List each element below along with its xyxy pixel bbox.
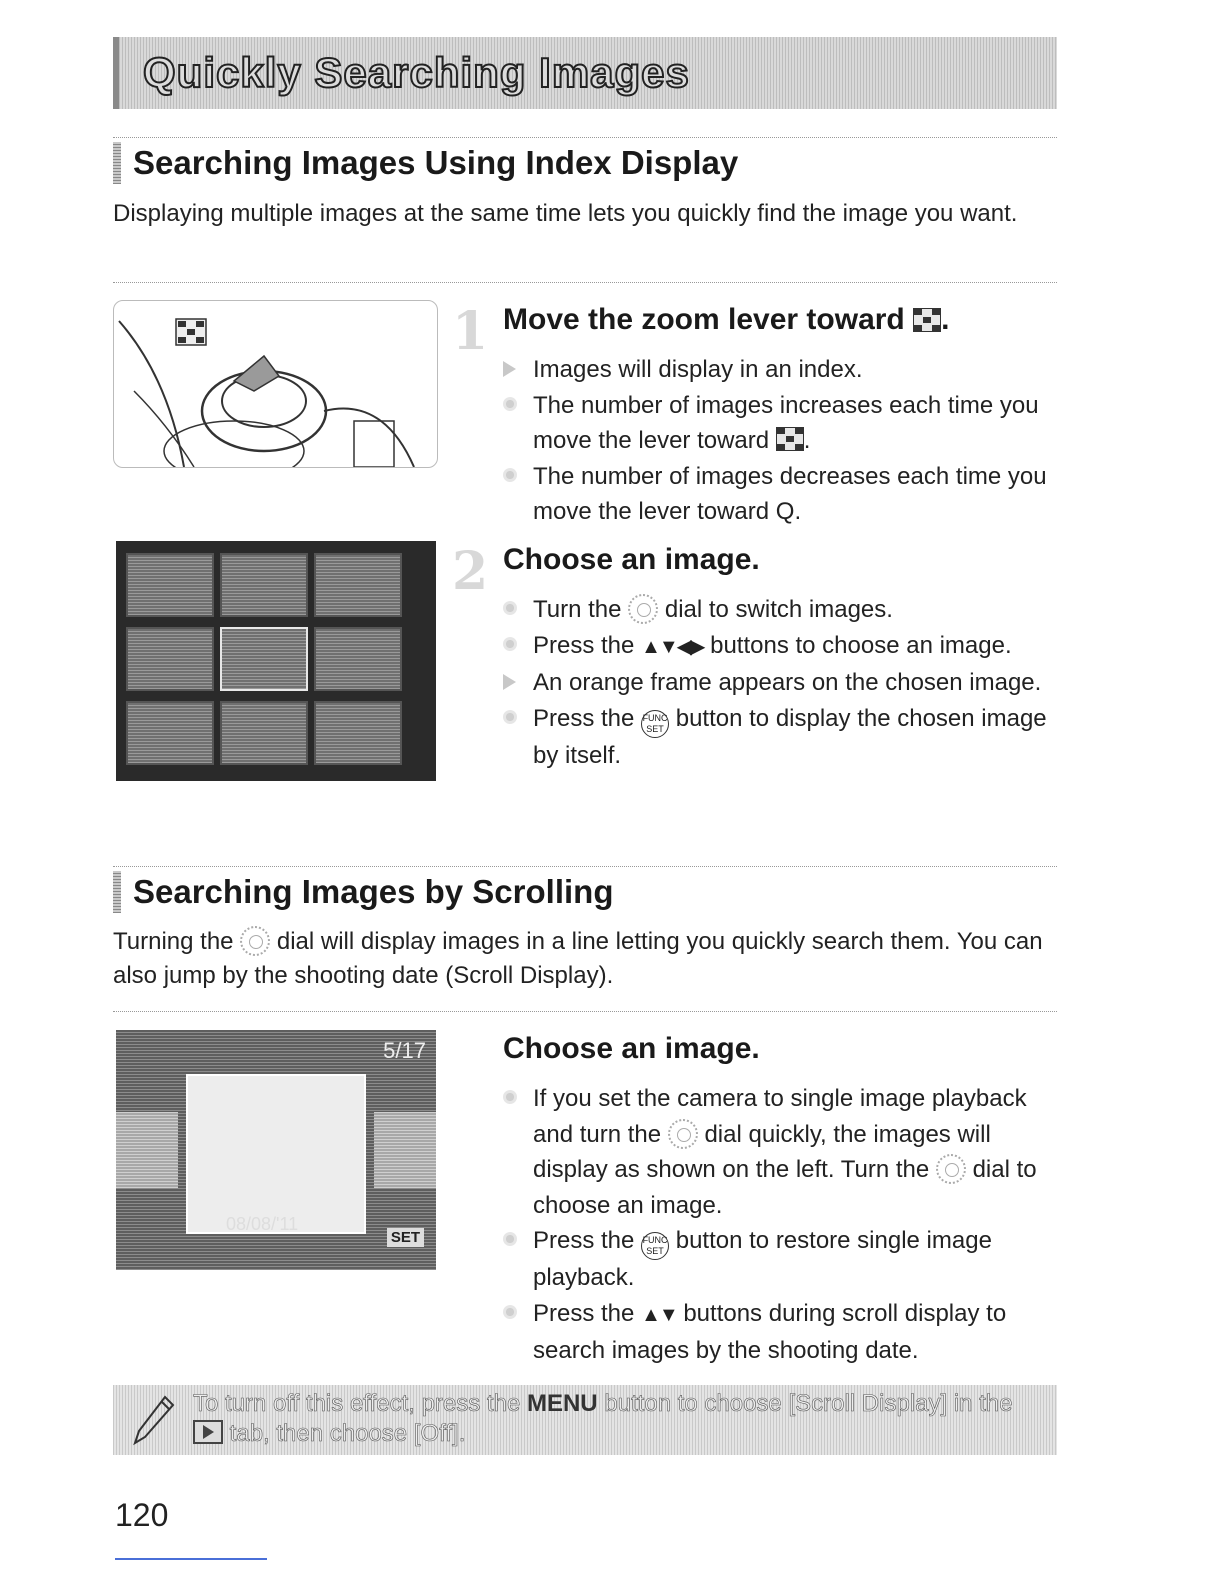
thumbnail [126,627,214,691]
bullet-text: dial to choose an image. [533,1156,1037,1219]
list-item [503,388,1063,459]
bullet-text: dial quickly, the images will display as shown on the left. Turn the [533,1120,991,1183]
tip-note [113,1385,1057,1455]
page-title: Quickly Searching Images [143,49,690,96]
divider [113,282,1057,283]
list-item [503,701,1063,774]
note-text-part: tab, then choose [Off]. [229,1420,466,1447]
playback-tab-icon [193,1420,223,1444]
thumbnail [126,701,214,765]
note-text-part: To turn off this effect, press the [193,1390,521,1417]
scroll-display-screen [116,1030,436,1270]
thumbnail [314,553,402,617]
bullet-dot-icon [503,637,517,651]
func-set-button-icon: FUNC SET [641,1232,669,1260]
list-item [503,352,1063,388]
section-heading-index [113,137,1057,187]
camera-drawing [114,301,437,467]
list-item [503,459,1063,530]
step-number-1: 1 [452,301,489,362]
section-title-index: Searching Images Using Index Display [133,144,739,181]
step1-title-text: Move the zoom lever toward [503,303,905,336]
camera-zoom-lever-illustration [113,300,438,468]
intro-text: Turning the [113,928,234,955]
bullet-dot-icon [503,1232,517,1246]
page-underline [115,1558,267,1560]
index-display-icon [776,427,804,451]
list-item [503,1296,1063,1369]
result-arrow-icon [503,674,516,690]
list-item [503,1223,1063,1296]
magnify-icon: Q [775,498,795,525]
note-text-part: button to choose [Scroll Display] in the [604,1390,1013,1417]
intro-text: dial will display images in a line letting you quickly search them. You can also jump by the shooting date (Scroll Display). [113,928,1043,989]
section-title-scroll: Searching Images by Scrolling [133,873,614,910]
thumbnail [314,627,402,691]
scroll-step-bullets [503,1081,1063,1369]
step1-title [503,303,949,337]
control-dial-icon [668,1119,698,1149]
bullet-text: dial to switch images. [664,596,893,623]
control-dial-icon [240,926,270,956]
thumbnail-selected [220,627,308,691]
set-return-indicator: SET [387,1228,424,1247]
page-title-bar [113,37,1057,109]
prev-image-thumbnail [116,1112,178,1188]
index-display-screen [116,541,436,781]
bullet-text: The number of images decreases each time you move the lever toward [533,462,1047,525]
heading-marker [113,871,121,913]
bullet-text: button to display the chosen image by itself. [533,704,1047,769]
note-text [193,1389,1043,1449]
step2-bullets [503,592,1063,773]
section-heading-scroll [113,866,1057,916]
thumbnail [314,701,402,765]
heading-marker [113,142,121,184]
menu-button-label: MENU [526,1390,598,1417]
thumbnail [220,553,308,617]
bullet-text: Press the [533,1299,635,1327]
shooting-date: 08/08/'11 [226,1214,299,1234]
bullet-text: Turn the [533,596,622,623]
control-dial-icon [628,594,658,624]
control-dial-icon [936,1154,966,1184]
list-item [503,592,1063,628]
bullet-text: Press the [533,631,635,659]
step1-title-end: . [941,303,950,336]
bullet-dot-icon [503,601,517,615]
bullet-text: buttons to choose an image. [710,631,1012,659]
step1-bullets [503,352,1063,530]
step2-title: Choose an image. [503,543,760,576]
next-image-thumbnail [374,1112,436,1188]
bullet-dot-icon [503,1090,517,1104]
bullet-text: Press the [533,1227,635,1254]
list-item [503,665,1063,701]
bullet-dot-icon [503,1305,517,1319]
list-item [503,1081,1063,1223]
result-arrow-icon [503,361,516,377]
bullet-text: The number of images increases each time you move the lever toward [533,391,1039,454]
bullet-dot-icon [503,468,517,482]
index-display-icon [913,308,941,332]
pencil-icon [131,1393,177,1447]
up-down-arrows-icon: ▲▼ [641,1303,677,1326]
step-number-2: 2 [452,541,489,602]
bullet-text: buttons during scroll display to search images by the shooting date. [533,1299,1007,1364]
bullet-text: Images will display in an index. [533,356,863,383]
bullet-text: An orange frame appears on the chosen image. [533,669,1042,696]
index-icon-illustration [176,319,206,345]
scroll-step-title: Choose an image. [503,1032,760,1065]
bullet-dot-icon [503,397,517,411]
thumbnail [220,701,308,765]
bullet-text-end: . [803,427,811,454]
func-set-button-icon: FUNC SET [641,710,669,738]
bullet-dot-icon [503,710,517,724]
page-number: 120 [115,1497,169,1533]
thumbnail [126,553,214,617]
direction-arrows-icon: ▲▼◀▶ [641,635,704,658]
index-intro: Displaying multiple images at the same time lets you quickly find the image you want. [113,200,1018,227]
bullet-text-end: . [794,498,802,525]
scroll-intro [113,925,1057,993]
image-counter: 5/17 [383,1038,426,1063]
bullet-text: If you set the camera to single image playback and turn the [533,1085,1027,1148]
divider [113,1011,1057,1012]
list-item [503,628,1063,666]
bullet-text: Press the [533,704,635,732]
bullet-text: button to restore single image playback. [533,1227,992,1291]
current-image [186,1074,366,1234]
